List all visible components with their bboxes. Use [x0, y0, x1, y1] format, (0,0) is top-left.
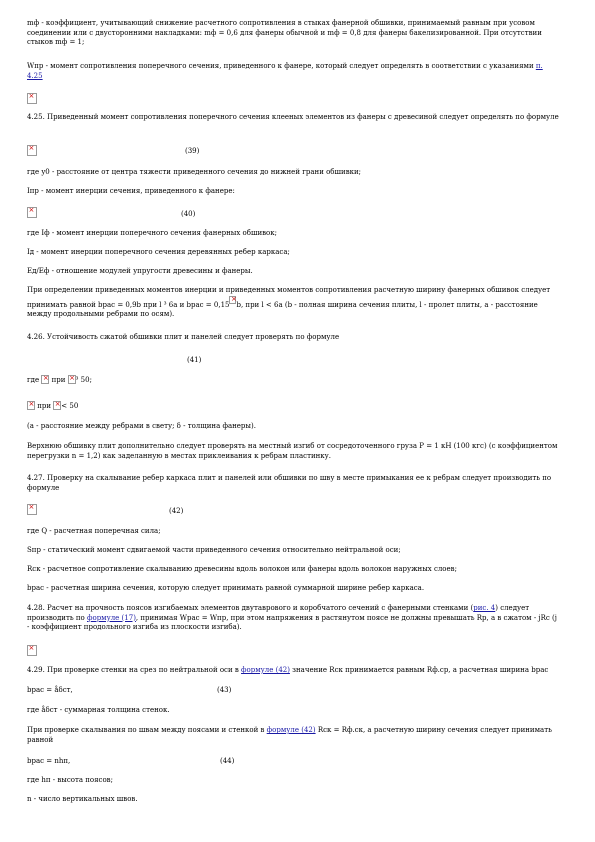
section-4-25-heading: 4.25. Приведенный момент сопротивления поперечного сечения клееных элементов из фанеры с древесиной следует определять по формуле — [27, 113, 559, 121]
paragraph-w-pr — [27, 62, 559, 81]
link-formula-17[interactable]: формуле (17) — [87, 613, 136, 622]
paragraph-b-ras-text-2: b, при l < 6a (b - полная ширина сечения плиты, l - пролет плиты, a - расстояние между продольными ребрами по осям). — [27, 300, 538, 318]
formula-43-number: (43) — [217, 686, 232, 694]
paragraph-n: n - число вертикальных швов. — [27, 795, 138, 803]
paragraph-sum-delta: где åδст - суммарная толщина стенок. — [27, 706, 170, 714]
formula-41-row — [27, 353, 559, 365]
ratio-a-delta-image-icon — [68, 375, 76, 384]
paragraph-q: где Q - расчетная поперечная сила; — [27, 527, 161, 535]
paragraph-shear-seams — [27, 726, 559, 745]
link-formula-42[interactable]: формуле (42) — [241, 666, 290, 674]
section-4-29-text-1: 4.29. При проверке стенки на срез по нейтральной оси в — [27, 666, 242, 674]
paragraph-i-d: Iд - момент инерции поперечного сечения деревянных ребер каркаса; — [27, 248, 290, 256]
where-text: где — [27, 376, 40, 384]
formula-41-condition-1 — [27, 375, 559, 386]
section-4-28-text-1: 4.28. Расчет на прочность поясов изгибаемых элементов двутаврового и коробчатого сечений с фанерными стенками ( — [27, 604, 474, 612]
section-4-29-text-2: значение Rск принимается равным Rф.ср, а расчетная ширина bрас — [289, 666, 549, 674]
section-4-29-heading — [27, 666, 559, 676]
formula-40-number: (40) — [181, 210, 196, 218]
phi-formula-image-icon — [41, 375, 49, 384]
link-formula-42-b[interactable]: формуле (42) — [266, 726, 316, 734]
formula-44-number: (44) — [220, 757, 235, 765]
paragraph-a-delta: (a - расстояние между ребрами в свету; δ - толщина фанеры). — [27, 422, 256, 430]
paragraph-w-pr-text: Wпр - момент сопротивления поперечного сечения, приведенного к фанере, который следует определять в соответствии с указаниями — [27, 62, 536, 70]
section-4-26-heading: 4.26. Устойчивость сжатой обшивки плит и панелей следует проверять по формуле — [27, 333, 340, 341]
formula-40-row — [27, 207, 559, 219]
paragraph-i-f: где Iф - момент инерции поперечного сечения фанерных обшивок; — [27, 229, 278, 237]
paragraph-ed-ef: Eд/Eф - отношение модулей упругости древесины и фанеры. — [27, 267, 253, 275]
condition-lt-50: < 50 — [61, 402, 79, 410]
formula-43-text: bрас = åδст, — [27, 686, 73, 694]
formula-44-text: bрас = nhп, — [27, 757, 71, 765]
formula-39-image-icon — [27, 145, 37, 156]
section-4-28-text-3: , принимая Wрас = Wпр, при этом напряжения в растянутом поясе не должны превышать Rр, а в сжатом - jRс (j - коэффициент продольного изгиба из плоскости изгиба). — [27, 613, 557, 631]
paragraph-shear-seams-text-1: При проверке скалывания по швам между поясами и стенкой в — [27, 726, 267, 734]
paragraph-upper-skin: Верхнюю обшивку плит дополнительно следует проверять на местный изгиб от сосредоточенного груза P = 1 кН (100 кгс) (с коэффициентом перегрузки n = 1,2) как заделанную в местах приклеивания к ребрам пластинку. — [27, 442, 558, 460]
formula-42-image-icon — [27, 504, 37, 515]
paragraph-y0: где y0 - расстояние от центра тяжести приведенного сечения до нижней грани обшивки; — [27, 168, 362, 176]
formula-43-row — [27, 686, 559, 698]
paragraph-b-ras-text-1: При определении приведенных моментов инерции и приведенных моментов сопротивления расчетную ширину фанерных обшивок следует принимать равной bрас = 0,9b при l ³ 6a и bрас = 0,15 — [27, 286, 551, 309]
paragraph-b-ras-width: bрас - расчетная ширина сечения, которую следует принимать равной суммарной ширине ребер каркаса. — [27, 584, 425, 592]
section-4-28-heading — [27, 604, 559, 633]
when-text: при — [51, 376, 66, 384]
condition-ge-50: ³ 50; — [75, 376, 92, 384]
formula-44-row — [27, 757, 559, 769]
paragraph-h-p: где hп - высота поясов; — [27, 776, 113, 784]
formula-41-condition-2 — [27, 401, 559, 412]
formula-image-placeholder-2-icon — [27, 645, 559, 658]
paragraph-m-phi: mф - коэффициент, учитывающий снижение расчетного сопротивления в стыках фанерной обшивки, принимаемый равным при усовом соединении или с двусторонними накладками: mф = 0,6 для фанеры обычной и mф = 0,8 для фанеры бакелизированной. При отсутствии стыков mф = 1; — [27, 19, 542, 46]
formula-41-number: (41) — [187, 356, 202, 364]
formula-image-placeholder-icon — [27, 93, 559, 106]
paragraph-shear-seams-text-2: Rск = Rф.ск, а расчетную ширину сечения следует принимать равной — [27, 726, 552, 744]
link-p-4-25[interactable]: п. 4.25 — [27, 62, 543, 80]
ratio-a-delta-2-image-icon — [53, 401, 61, 410]
formula-inline-image-icon — [229, 296, 236, 304]
formula-39-number: (39) — [185, 147, 200, 155]
formula-40-image-icon — [27, 207, 37, 218]
paragraph-r-sk: Rск - расчетное сопротивление скалыванию древесины вдоль волокон или фанеры вдоль волокон наружных слоев; — [27, 565, 457, 573]
paragraph-s-pr: Sпр - статический момент сдвигаемой части приведенного сечения относительно нейтральной оси; — [27, 546, 401, 554]
section-4-28-text-2: ) следует производить по — [27, 604, 530, 622]
section-4-27-heading: 4.27. Проверку на скалывание ребер каркаса плит и панелей или обшивки по шву в месте примыкания ее к ребрам следует производить по формуле — [27, 474, 552, 492]
formula-42-number: (42) — [169, 507, 184, 515]
paragraph-b-ras — [27, 286, 559, 320]
link-fig-4[interactable]: рис. 4 — [473, 604, 496, 612]
when-text-2: при — [37, 402, 52, 410]
phi-formula-2-image-icon — [27, 401, 35, 410]
formula-42-row — [27, 504, 559, 516]
formula-39-row — [27, 145, 559, 157]
paragraph-i-pr: Iпр - момент инерции сечения, приведенного к фанере: — [27, 187, 235, 195]
